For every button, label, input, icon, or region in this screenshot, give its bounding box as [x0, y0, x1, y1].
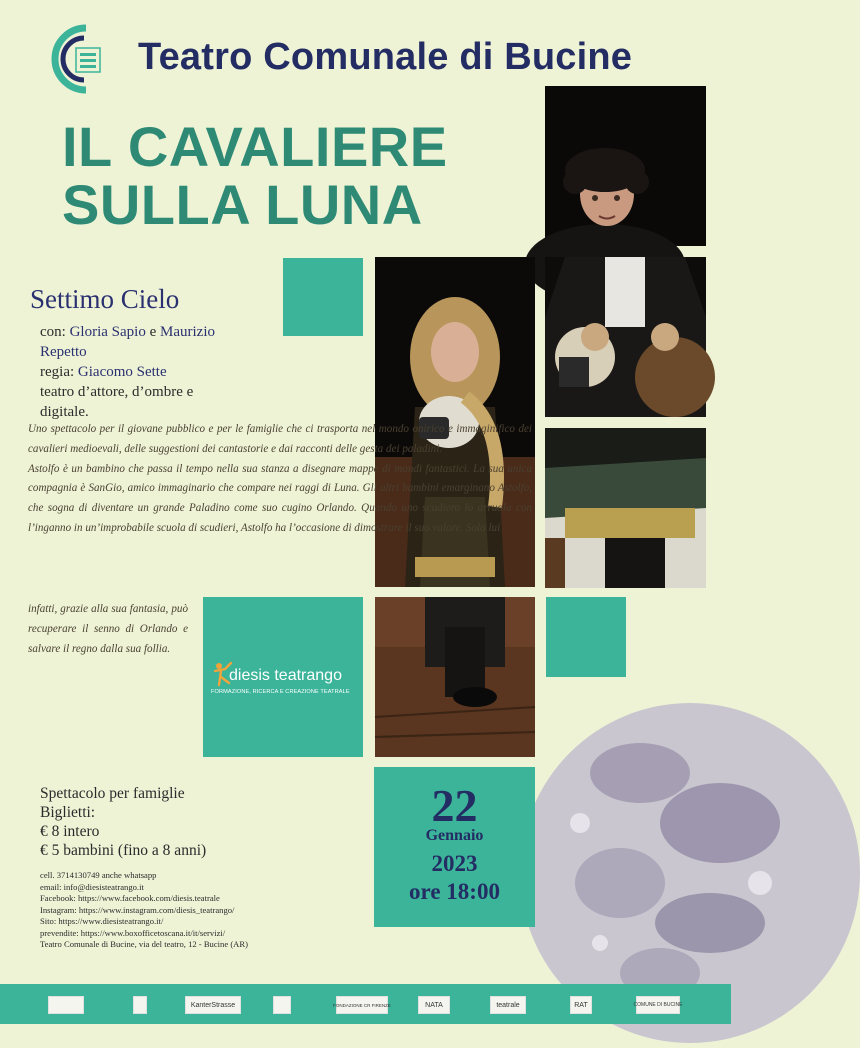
contact-facebook: Facebook: https://www.facebook.com/diesis.teatrale [40, 893, 220, 903]
date-day: 22 [431, 780, 478, 831]
date-box [374, 767, 535, 927]
conjunction: e [149, 324, 157, 340]
sponsor-logo [133, 996, 147, 1014]
director-label: regia: [40, 364, 75, 380]
credits [40, 322, 240, 422]
photo-costume [545, 428, 706, 588]
genre-line2: digitale. [40, 404, 89, 420]
actor-name: Maurizio Repetto [40, 324, 215, 360]
director-name: Giacomo Sette [77, 364, 167, 380]
date-year: 2023 [431, 851, 478, 876]
tickets-label: Biglietti: [40, 804, 96, 821]
decorative-square [283, 258, 363, 336]
cast-line [40, 322, 240, 362]
sponsor-logo: teatrale [490, 996, 526, 1014]
theatre-name: Teatro Comunale di Bucine [138, 36, 633, 78]
company-name: Settimo Cielo [30, 284, 180, 314]
description-paragraph: Astolfo è un bambino che passa il tempo nella sua stanza a disegnare mappe di mondi fantastici. La sua unica compagnia è SanGio, amico immaginario che compare nei raggi di Luna. Gli altri bambini emarginano Astolfo, che sogna di diventare un grande Paladino come suo cugino Orlando. Quando uno scudiero lo arruola con l’inganno in un’improbabile scuola di scudieri, Astolfo ha l’occasione di dimostrare il suo valore. Solo lui [28, 462, 532, 534]
contact-address: Teatro Comunale di Bucine, via del teatro, 12 - Bucine (AR) [40, 939, 248, 949]
show-title-line2: SULLA LUNA [62, 173, 423, 236]
diesis-subtitle: FORMAZIONE, RICERCA E CREAZIONE TEATRALE [211, 689, 350, 695]
contact-email: email: info@diesisteatrango.it [40, 881, 144, 892]
diesis-name: diesis teatrango [229, 667, 342, 684]
audience-label: Spettacolo per famiglie [40, 785, 185, 802]
sponsor-logo [273, 996, 291, 1014]
director-line [40, 362, 240, 382]
diesis-logo-box [203, 597, 363, 757]
contact-site: Sito: https://www.diesisteatrango.it/ [40, 916, 164, 926]
photo-actor-hands [545, 257, 706, 417]
photo-actor-face [545, 86, 706, 246]
sponsor-logo [48, 996, 84, 1014]
tickets-info [40, 784, 206, 860]
show-title-line1: IL CAVALIERE [62, 115, 448, 178]
contact-phone: cell. 3714130749 anche whatsapp [40, 870, 157, 880]
sponsor-logo: KanterStrasse [185, 996, 241, 1014]
date-month: Gennaio [425, 827, 484, 844]
description-tail: infatti, grazie alla sua fantasia, può recuperare il senno di Orlando e salvare il regno dalla sua follia. [28, 603, 188, 655]
contact-instagram: Instagram: https://www.instagram.com/diesis_teatrango/ [40, 904, 235, 915]
ticket-kids-price: € 5 bambini (fino a 8 anni) [40, 842, 207, 859]
show-title [62, 115, 448, 236]
actor-name: Gloria Sapio [69, 324, 146, 340]
description-paragraph: Uno spettacolo per il giovane pubblico e per le famiglie che ci trasporta nel mondo onirico e immaginifico dei cavalieri medioevali, delle suggestioni dei cantastorie e dai racconti delle gesta dei paladini. [28, 423, 532, 455]
contact-presale: prevendite: https://www.boxofficetoscana.it/it/servizi/ [40, 927, 226, 938]
description [28, 420, 532, 539]
sponsor-logo: RAT [570, 996, 592, 1014]
sponsor-logo: COMUNE DI BUCINE [636, 996, 680, 1014]
decorative-square-right [546, 597, 626, 677]
photo-boots [375, 597, 535, 757]
contacts [40, 870, 248, 951]
sponsor-logo: FONDAZIONE CR FIRENZE [336, 996, 388, 1014]
theatre-logo [46, 24, 108, 94]
date-time: ore 18:00 [409, 879, 500, 904]
cast-label: con: [40, 324, 66, 340]
ticket-full-price: € 8 intero [40, 823, 100, 840]
genre-line1: teatro d’attore, d’ombre e [40, 384, 194, 400]
sponsor-logo: NATA [418, 996, 450, 1014]
sponsors-footer [0, 984, 731, 1024]
